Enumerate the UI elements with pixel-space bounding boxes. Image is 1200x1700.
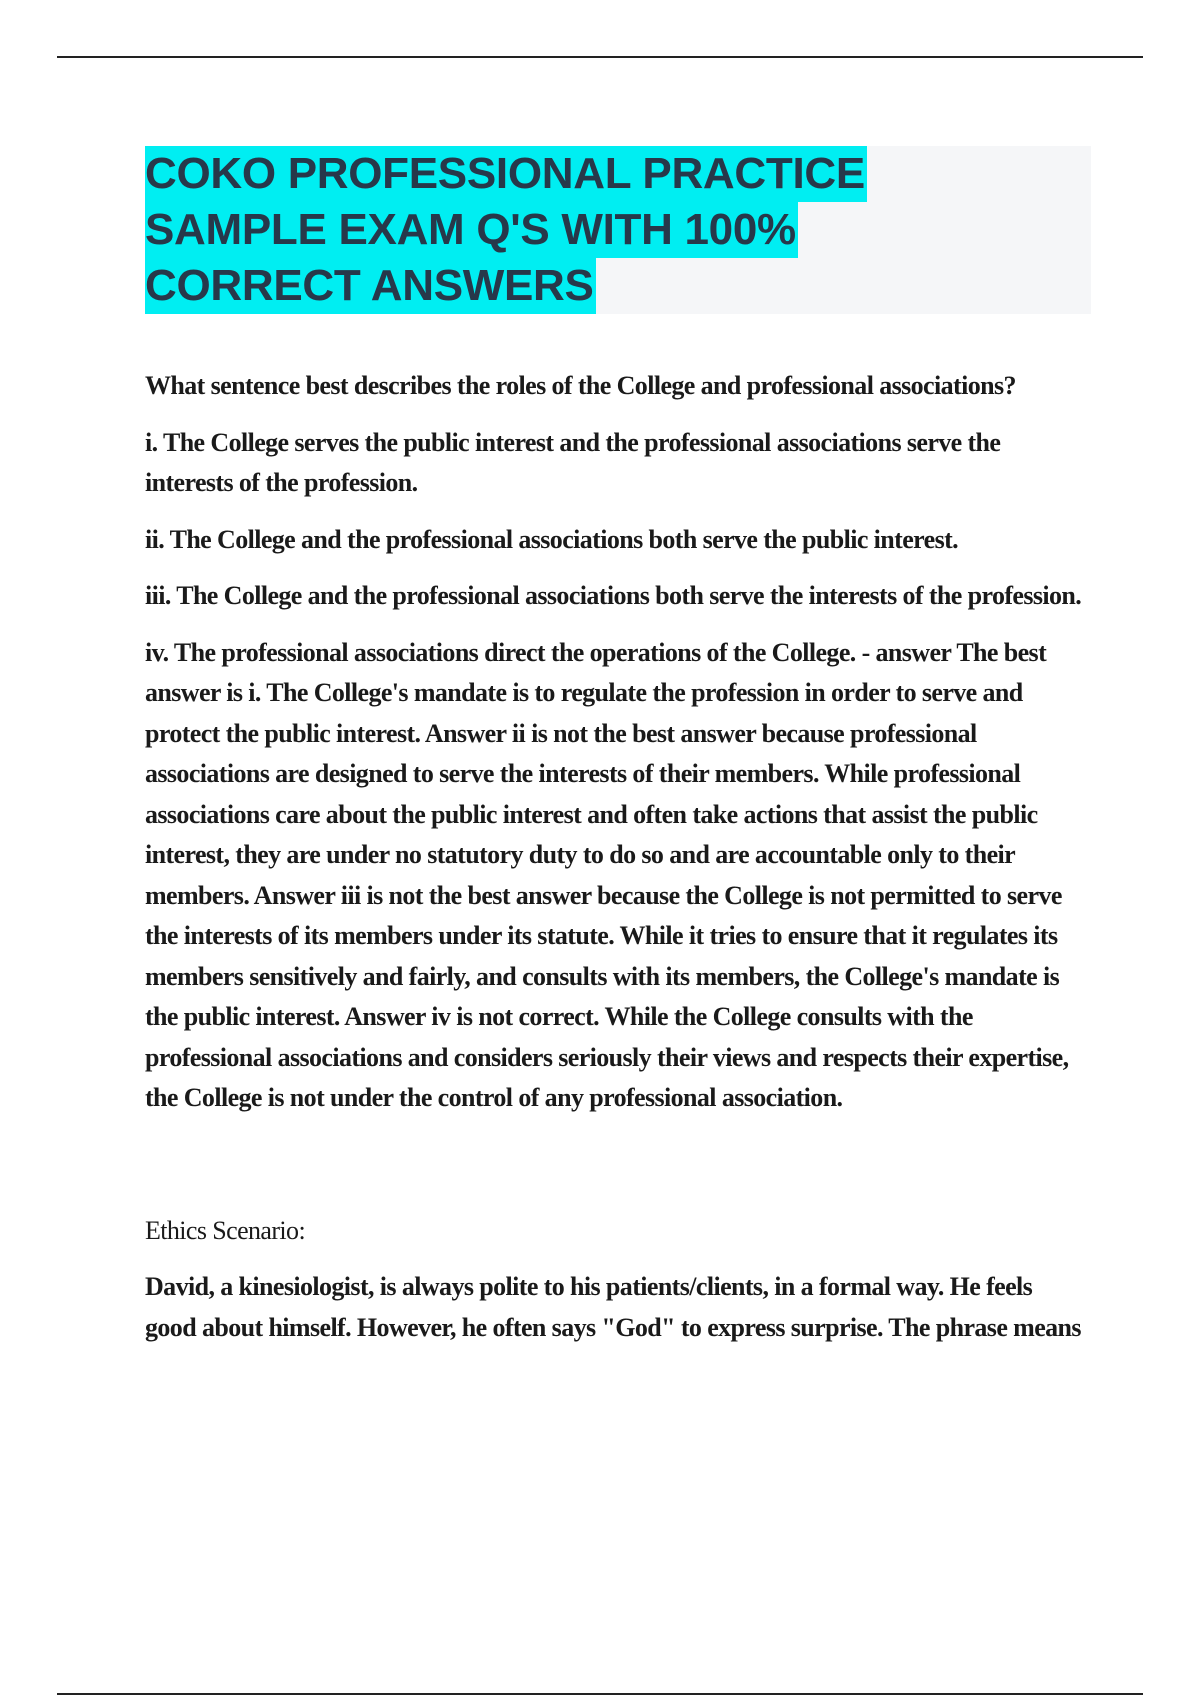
scenario-text: David, a kinesiologist, is always polite to his patients/clients, in a formal way. He feels good about himself. However, he often says "God" to express surprise. The phrase means <box>145 1272 1081 1342</box>
top-rule <box>57 56 1143 58</box>
document-body <box>145 366 1087 1364</box>
question-text: What sentence best describes the roles of the College and professional associations? <box>145 371 1016 400</box>
option-iii: iii. The College and the professional associations both serve the interests of the profession. <box>145 581 1082 610</box>
bottom-rule <box>57 1693 1143 1695</box>
document-title <box>145 146 1091 314</box>
section-gap <box>145 1135 1087 1211</box>
ethics-scenario-label: Ethics Scenario: <box>145 1215 306 1245</box>
title-line-3: CORRECT ANSWERS <box>145 258 596 314</box>
title-line-2: SAMPLE EXAM Q'S WITH 100% <box>145 202 798 258</box>
option-i: i. The College serves the public interest and the professional associations serve the interests of the profession. <box>145 427 1001 497</box>
option-iv-with-answer: iv. The professional associations direct the operations of the College. - answer The best answer is i. The College's mandate is to regulate the profession in order to serve and protect the public interest. Answer ii is not the best answer because professional associations are designed to serve the interests of their members. While professional associations care about the public interest and often take actions that assist the public interest, they are under no statutory duty to do so and are accountable only to their members. Answer iii is not the best answer because the College is not permitted to serve the interests of its members under its statute. While it tries to ensure that it regulates its members sensitively and fairly, and consults with its members, the College's mandate is the public interest. Answer iv is not correct. While the College consults with the professional associations and considers seriously their views and respects their expertise, the College is not under the control of any professional association. <box>145 637 1069 1112</box>
title-line-1: COKO PROFESSIONAL PRACTICE <box>145 146 867 202</box>
option-ii: ii. The College and the professional associations both serve the public interest. <box>145 524 959 554</box>
title-block <box>145 146 1091 314</box>
